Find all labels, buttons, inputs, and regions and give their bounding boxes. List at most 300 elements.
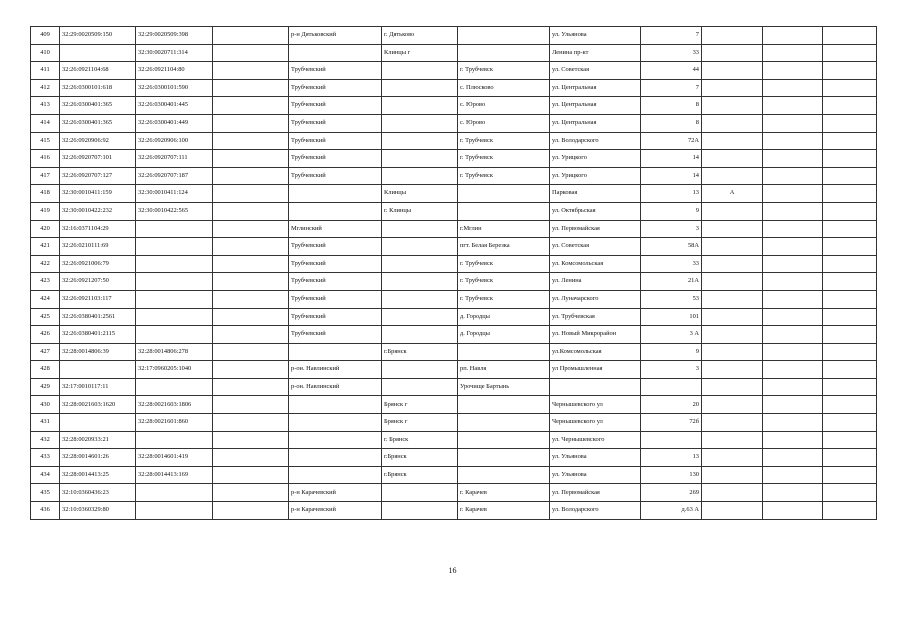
row-number-cell: 429: [31, 378, 60, 396]
cadastral-number-cell: 32:26:0921006:79: [60, 255, 136, 273]
house-number-cell: 33: [641, 255, 702, 273]
building-letter-cell: [702, 361, 763, 379]
object-cadastral-number-cell: [136, 326, 213, 344]
table-row: [31, 238, 877, 256]
row-number-cell: 426: [31, 326, 60, 344]
object-cadastral-number-cell: [136, 431, 213, 449]
empty-cell: [823, 308, 877, 326]
empty-cell: [213, 185, 289, 203]
district-cell: [289, 449, 382, 467]
district-cell: Трубчевский: [289, 114, 382, 132]
empty-cell: [763, 220, 823, 238]
empty-cell: [763, 150, 823, 168]
empty-cell: [763, 449, 823, 467]
cadastral-number-cell: 32:26:0921103:117: [60, 290, 136, 308]
row-number-cell: 435: [31, 484, 60, 502]
city-cell: Брянск г: [382, 396, 458, 414]
empty-cell: [763, 62, 823, 80]
object-cadastral-number-cell: [136, 484, 213, 502]
house-number-cell: 14: [641, 167, 702, 185]
object-cadastral-number-cell: 32:28:0021601:860: [136, 414, 213, 432]
settlement-cell: г. Трубчевск: [458, 290, 550, 308]
empty-cell: [763, 361, 823, 379]
city-cell: Брянск г: [382, 414, 458, 432]
row-number-cell: 434: [31, 466, 60, 484]
object-cadastral-number-cell: 32:28:0014413:169: [136, 466, 213, 484]
district-cell: Трубчевский: [289, 290, 382, 308]
house-number-cell: 130: [641, 466, 702, 484]
settlement-cell: д. Городцы: [458, 326, 550, 344]
cadastral-number-cell: 32:26:0920906:92: [60, 132, 136, 150]
empty-cell: [213, 97, 289, 115]
empty-cell: [823, 466, 877, 484]
house-number-cell: 269: [641, 484, 702, 502]
empty-cell: [763, 414, 823, 432]
house-number-cell: 3: [641, 361, 702, 379]
city-cell: [382, 97, 458, 115]
table-row: [31, 44, 877, 62]
district-cell: Трубчевский: [289, 97, 382, 115]
building-letter-cell: А: [702, 185, 763, 203]
street-cell: Парковая: [550, 185, 641, 203]
district-cell: Трубчевский: [289, 150, 382, 168]
empty-cell: [823, 290, 877, 308]
empty-cell: [213, 466, 289, 484]
empty-cell: [823, 167, 877, 185]
district-cell: р-он. Навлинский: [289, 378, 382, 396]
settlement-cell: г. Карачев: [458, 484, 550, 502]
row-number-cell: 415: [31, 132, 60, 150]
house-number-cell: 13: [641, 185, 702, 203]
empty-cell: [213, 238, 289, 256]
cadastral-number-cell: 32:16:0371104:29: [60, 220, 136, 238]
district-cell: [289, 185, 382, 203]
building-letter-cell: [702, 308, 763, 326]
empty-cell: [763, 378, 823, 396]
house-number-cell: 33: [641, 44, 702, 62]
table-row: [31, 220, 877, 238]
building-letter-cell: [702, 502, 763, 520]
city-cell: [382, 62, 458, 80]
cadastral-number-cell: 32:17:0010117:11: [60, 378, 136, 396]
empty-cell: [823, 185, 877, 203]
house-number-cell: 20: [641, 396, 702, 414]
city-cell: г.Брянск: [382, 343, 458, 361]
street-cell: ул. Центральная: [550, 114, 641, 132]
object-cadastral-number-cell: [136, 220, 213, 238]
street-cell: ул. Первомайская: [550, 220, 641, 238]
row-number-cell: 412: [31, 79, 60, 97]
city-cell: [382, 114, 458, 132]
city-cell: г.Брянск: [382, 466, 458, 484]
table-row: [31, 273, 877, 291]
settlement-cell: рп. Навля: [458, 361, 550, 379]
empty-cell: [823, 255, 877, 273]
house-number-cell: [641, 378, 702, 396]
house-number-cell: 101: [641, 308, 702, 326]
empty-cell: [213, 396, 289, 414]
empty-cell: [823, 361, 877, 379]
house-number-cell: д.63 А: [641, 502, 702, 520]
empty-cell: [763, 44, 823, 62]
settlement-cell: г. Трубчевск: [458, 273, 550, 291]
settlement-cell: г.Мглин: [458, 220, 550, 238]
cadastral-number-cell: 32:26:0210111:69: [60, 238, 136, 256]
empty-cell: [823, 150, 877, 168]
empty-cell: [763, 167, 823, 185]
table-row: [31, 414, 877, 432]
city-cell: [382, 220, 458, 238]
row-number-cell: 421: [31, 238, 60, 256]
cadastral-number-cell: [60, 361, 136, 379]
cadastral-number-cell: 32:26:0921104:68: [60, 62, 136, 80]
street-cell: ул. Ульянова: [550, 27, 641, 45]
settlement-cell: [458, 466, 550, 484]
house-number-cell: 9: [641, 343, 702, 361]
house-number-cell: [641, 431, 702, 449]
city-cell: [382, 255, 458, 273]
settlement-cell: г. Трубчевск: [458, 255, 550, 273]
settlement-cell: пгт. Белая Березка: [458, 238, 550, 256]
city-cell: [382, 238, 458, 256]
object-cadastral-number-cell: [136, 502, 213, 520]
empty-cell: [763, 238, 823, 256]
settlement-cell: г. Трубчевск: [458, 132, 550, 150]
object-cadastral-number-cell: 32:26:0300101:590: [136, 79, 213, 97]
empty-cell: [763, 466, 823, 484]
street-cell: ул. Володарского: [550, 502, 641, 520]
object-cadastral-number-cell: 32:30:0020711:314: [136, 44, 213, 62]
settlement-cell: [458, 27, 550, 45]
object-cadastral-number-cell: 32:26:0300401:449: [136, 114, 213, 132]
city-cell: [382, 167, 458, 185]
district-cell: Трубчевский: [289, 326, 382, 344]
object-cadastral-number-cell: [136, 308, 213, 326]
cadastral-number-cell: 32:26:0300401:365: [60, 114, 136, 132]
empty-cell: [763, 290, 823, 308]
settlement-cell: Урочище Бартынь: [458, 378, 550, 396]
street-cell: ул. Урицкого: [550, 167, 641, 185]
empty-cell: [213, 202, 289, 220]
city-cell: [382, 326, 458, 344]
empty-cell: [823, 273, 877, 291]
district-cell: Трубчевский: [289, 255, 382, 273]
page-number: 16: [448, 566, 457, 575]
house-number-cell: 72б: [641, 414, 702, 432]
cadastral-number-cell: 32:10:0360329:80: [60, 502, 136, 520]
district-cell: Трубчевский: [289, 273, 382, 291]
city-cell: [382, 150, 458, 168]
row-number-cell: 420: [31, 220, 60, 238]
empty-cell: [763, 255, 823, 273]
cadastral-number-cell: 32:28:0014806:39: [60, 343, 136, 361]
empty-cell: [213, 502, 289, 520]
table-row: [31, 185, 877, 203]
building-letter-cell: [702, 62, 763, 80]
city-cell: [382, 361, 458, 379]
settlement-cell: г. Трубчевск: [458, 167, 550, 185]
empty-cell: [213, 114, 289, 132]
house-number-cell: 8: [641, 97, 702, 115]
cadastral-number-cell: 32:28:0021603:1620: [60, 396, 136, 414]
settlement-cell: [458, 396, 550, 414]
street-cell: Ленина пр-кт: [550, 44, 641, 62]
street-cell: ул. Ленина: [550, 273, 641, 291]
object-cadastral-number-cell: 32:26:0920906:100: [136, 132, 213, 150]
street-cell: ул. Чернышевского: [550, 431, 641, 449]
empty-cell: [823, 484, 877, 502]
row-number-cell: 411: [31, 62, 60, 80]
table-row: [31, 484, 877, 502]
table-row: [31, 466, 877, 484]
empty-cell: [213, 361, 289, 379]
house-number-cell: 14: [641, 150, 702, 168]
object-cadastral-number-cell: [136, 290, 213, 308]
settlement-cell: [458, 185, 550, 203]
cadastral-number-cell: 32:28:0014413:25: [60, 466, 136, 484]
street-cell: Чернышевского ул: [550, 396, 641, 414]
empty-cell: [823, 62, 877, 80]
street-cell: ул.Комсомольская: [550, 343, 641, 361]
empty-cell: [763, 273, 823, 291]
building-letter-cell: [702, 378, 763, 396]
empty-cell: [213, 308, 289, 326]
cadastral-number-cell: 32:10:0360436:23: [60, 484, 136, 502]
building-letter-cell: [702, 273, 763, 291]
empty-cell: [763, 79, 823, 97]
city-cell: Клинцы: [382, 185, 458, 203]
row-number-cell: 409: [31, 27, 60, 45]
house-number-cell: 3 А: [641, 326, 702, 344]
object-cadastral-number-cell: 32:26:0920707:111: [136, 150, 213, 168]
settlement-cell: [458, 449, 550, 467]
table-row: [31, 361, 877, 379]
street-cell: ул. Советская: [550, 62, 641, 80]
empty-cell: [763, 27, 823, 45]
cadastral-number-cell: 32:30:0010411:159: [60, 185, 136, 203]
table-row: [31, 202, 877, 220]
settlement-cell: с. Юрово: [458, 114, 550, 132]
house-number-cell: 13: [641, 449, 702, 467]
building-letter-cell: [702, 97, 763, 115]
table-row: [31, 114, 877, 132]
cadastral-number-cell: 32:26:0920707:127: [60, 167, 136, 185]
city-cell: [382, 132, 458, 150]
empty-cell: [823, 44, 877, 62]
settlement-cell: [458, 414, 550, 432]
city-cell: [382, 79, 458, 97]
street-cell: ул. Октябрьская: [550, 202, 641, 220]
settlement-cell: г. Карачев: [458, 502, 550, 520]
empty-cell: [763, 343, 823, 361]
table-row: [31, 502, 877, 520]
row-number-cell: 427: [31, 343, 60, 361]
empty-cell: [823, 378, 877, 396]
empty-cell: [823, 79, 877, 97]
cadastral-number-cell: 32:29:0020509:150: [60, 27, 136, 45]
empty-cell: [823, 431, 877, 449]
table-row: [31, 326, 877, 344]
empty-cell: [763, 502, 823, 520]
empty-cell: [213, 484, 289, 502]
empty-cell: [823, 114, 877, 132]
empty-cell: [823, 27, 877, 45]
building-letter-cell: [702, 414, 763, 432]
settlement-cell: д. Городцы: [458, 308, 550, 326]
empty-cell: [823, 326, 877, 344]
settlement-cell: с. Плюсково: [458, 79, 550, 97]
object-cadastral-number-cell: [136, 238, 213, 256]
object-cadastral-number-cell: 32:28:0014601:419: [136, 449, 213, 467]
cadastral-number-cell: 32:28:0020933:21: [60, 431, 136, 449]
settlement-cell: г. Трубчевск: [458, 150, 550, 168]
row-number-cell: 418: [31, 185, 60, 203]
empty-cell: [763, 97, 823, 115]
building-letter-cell: [702, 202, 763, 220]
object-cadastral-number-cell: 32:26:0921104:80: [136, 62, 213, 80]
object-cadastral-number-cell: [136, 273, 213, 291]
cadastral-number-cell: 32:26:0300401:365: [60, 97, 136, 115]
object-cadastral-number-cell: 32:28:0021603:1806: [136, 396, 213, 414]
empty-cell: [763, 326, 823, 344]
object-cadastral-number-cell: 32:30:0010411:124: [136, 185, 213, 203]
building-letter-cell: [702, 466, 763, 484]
empty-cell: [213, 62, 289, 80]
empty-cell: [213, 27, 289, 45]
building-letter-cell: [702, 44, 763, 62]
table-row: [31, 79, 877, 97]
object-cadastral-number-cell: 32:29:0020509:398: [136, 27, 213, 45]
empty-cell: [763, 114, 823, 132]
empty-cell: [213, 343, 289, 361]
district-cell: [289, 202, 382, 220]
empty-cell: [213, 255, 289, 273]
empty-cell: [763, 484, 823, 502]
building-letter-cell: [702, 255, 763, 273]
building-letter-cell: [702, 167, 763, 185]
object-cadastral-number-cell: [136, 255, 213, 273]
object-cadastral-number-cell: 32:26:0300401:445: [136, 97, 213, 115]
settlement-cell: [458, 431, 550, 449]
city-cell: [382, 502, 458, 520]
empty-cell: [823, 449, 877, 467]
city-cell: [382, 290, 458, 308]
cadastral-number-cell: [60, 44, 136, 62]
empty-cell: [213, 414, 289, 432]
settlement-cell: [458, 44, 550, 62]
district-cell: [289, 396, 382, 414]
street-cell: ул. Ульянова: [550, 466, 641, 484]
empty-cell: [823, 132, 877, 150]
building-letter-cell: [702, 396, 763, 414]
district-cell: [289, 414, 382, 432]
district-cell: Мглинский: [289, 220, 382, 238]
cadastral-number-cell: 32:26:0300101:618: [60, 79, 136, 97]
empty-cell: [213, 132, 289, 150]
row-number-cell: 432: [31, 431, 60, 449]
house-number-cell: 72А: [641, 132, 702, 150]
building-letter-cell: [702, 132, 763, 150]
street-cell: ул. Урицкого: [550, 150, 641, 168]
row-number-cell: 416: [31, 150, 60, 168]
street-cell: ул. Центральная: [550, 97, 641, 115]
city-cell: [382, 273, 458, 291]
street-cell: ул. Новый Микрорайон: [550, 326, 641, 344]
empty-cell: [823, 238, 877, 256]
house-number-cell: 58А: [641, 238, 702, 256]
street-cell: ул. Советская: [550, 238, 641, 256]
row-number-cell: 428: [31, 361, 60, 379]
registry-body: [31, 27, 877, 520]
cadastral-number-cell: 32:28:0014601:26: [60, 449, 136, 467]
empty-cell: [763, 431, 823, 449]
city-cell: г. Брянск: [382, 431, 458, 449]
table-row: [31, 132, 877, 150]
house-number-cell: 7: [641, 79, 702, 97]
property-registry-table: [30, 26, 877, 520]
street-cell: Чернышевского ул: [550, 414, 641, 432]
district-cell: р-н Карачевский: [289, 484, 382, 502]
empty-cell: [213, 79, 289, 97]
district-cell: [289, 44, 382, 62]
empty-cell: [213, 44, 289, 62]
city-cell: [382, 308, 458, 326]
empty-cell: [823, 220, 877, 238]
building-letter-cell: [702, 238, 763, 256]
district-cell: Трубчевский: [289, 132, 382, 150]
row-number-cell: 433: [31, 449, 60, 467]
city-cell: Клинцы г: [382, 44, 458, 62]
district-cell: р-н Карачевский: [289, 502, 382, 520]
house-number-cell: 7: [641, 27, 702, 45]
street-cell: ул. Центральная: [550, 79, 641, 97]
city-cell: [382, 484, 458, 502]
object-cadastral-number-cell: [136, 378, 213, 396]
object-cadastral-number-cell: 32:28:0014806:278: [136, 343, 213, 361]
empty-cell: [213, 449, 289, 467]
street-cell: ул. Первомайская: [550, 484, 641, 502]
table-row: [31, 167, 877, 185]
house-number-cell: 9: [641, 202, 702, 220]
row-number-cell: 410: [31, 44, 60, 62]
empty-cell: [823, 414, 877, 432]
row-number-cell: 431: [31, 414, 60, 432]
empty-cell: [213, 273, 289, 291]
house-number-cell: 3: [641, 220, 702, 238]
district-cell: Трубчевский: [289, 167, 382, 185]
empty-cell: [823, 502, 877, 520]
district-cell: Трубчевский: [289, 238, 382, 256]
empty-cell: [763, 132, 823, 150]
empty-cell: [823, 343, 877, 361]
building-letter-cell: [702, 150, 763, 168]
object-cadastral-number-cell: 32:30:0010422:565: [136, 202, 213, 220]
settlement-cell: [458, 202, 550, 220]
street-cell: ул Промышленная: [550, 361, 641, 379]
district-cell: Трубчевский: [289, 79, 382, 97]
settlement-cell: г. Трубчевск: [458, 62, 550, 80]
house-number-cell: 53: [641, 290, 702, 308]
row-number-cell: 414: [31, 114, 60, 132]
district-cell: Трубчевский: [289, 308, 382, 326]
building-letter-cell: [702, 343, 763, 361]
row-number-cell: 422: [31, 255, 60, 273]
building-letter-cell: [702, 220, 763, 238]
row-number-cell: 413: [31, 97, 60, 115]
table-row: [31, 396, 877, 414]
row-number-cell: 417: [31, 167, 60, 185]
street-cell: ул. Володарского: [550, 132, 641, 150]
